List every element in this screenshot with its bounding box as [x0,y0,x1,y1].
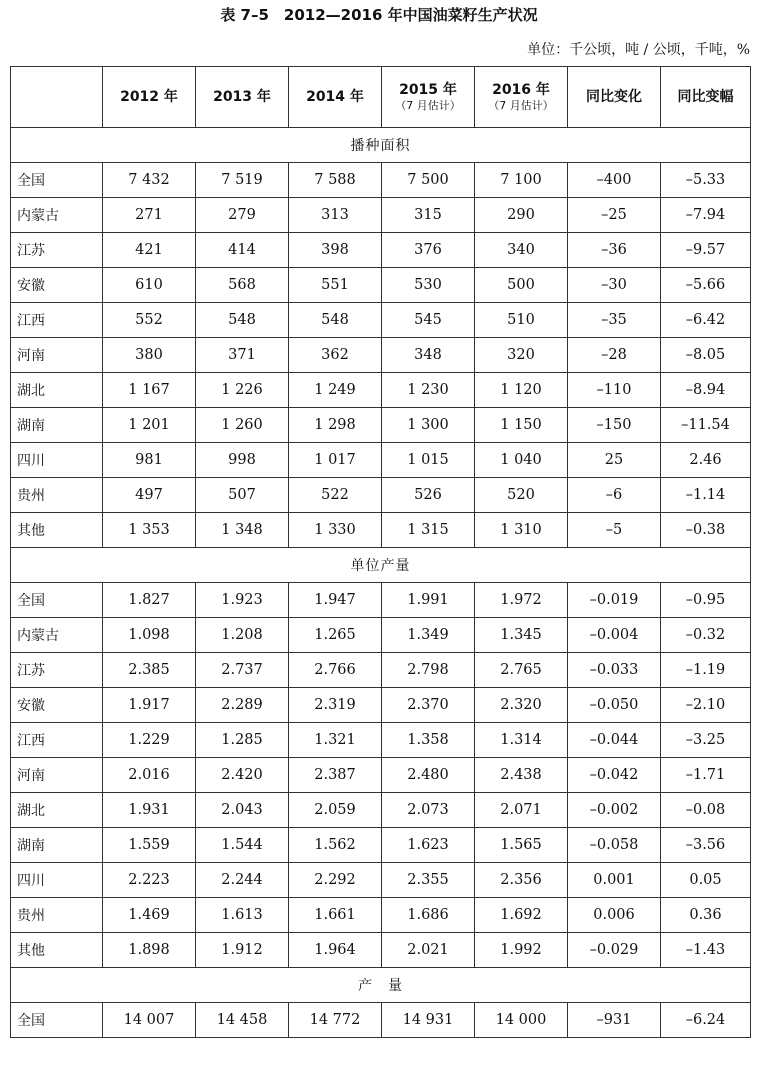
table-row [11,933,751,968]
value-cell: 0.05 [661,863,751,898]
value-cell: 1.991 [382,583,475,618]
table-row [11,828,751,863]
region-cell: 其他 [11,513,103,548]
value-cell: –1.43 [661,933,751,968]
section-row [11,968,751,1003]
value-cell: 1.321 [289,723,382,758]
value-cell: 7 100 [475,163,568,198]
value-cell: 2.420 [196,758,289,793]
value-cell: –0.044 [568,723,661,758]
value-cell: –3.56 [661,828,751,863]
region-cell: 湖南 [11,828,103,863]
value-cell: –0.004 [568,618,661,653]
value-cell: 2.370 [382,688,475,723]
value-cell: 2.798 [382,653,475,688]
section-row [11,548,751,583]
value-cell: –0.38 [661,513,751,548]
value-cell: 1.972 [475,583,568,618]
value-cell: 552 [103,303,196,338]
region-cell: 江西 [11,303,103,338]
table-row [11,373,751,408]
value-cell: 610 [103,268,196,303]
region-cell: 湖北 [11,793,103,828]
value-cell: 421 [103,233,196,268]
value-cell: –0.019 [568,583,661,618]
value-cell: 551 [289,268,382,303]
table-row [11,443,751,478]
section-title: 播种面积 [11,128,751,163]
value-cell: 2.46 [661,443,751,478]
value-cell: –931 [568,1003,661,1038]
value-cell: 7 588 [289,163,382,198]
table-title: 表 7–5 2012—2016 年中国油菜籽生产状况 [220,6,538,24]
value-cell: 526 [382,478,475,513]
value-cell: 568 [196,268,289,303]
value-cell: –25 [568,198,661,233]
value-cell: 548 [289,303,382,338]
value-cell: 1 353 [103,513,196,548]
table-row [11,618,751,653]
value-cell: 2.043 [196,793,289,828]
value-cell: –110 [568,373,661,408]
value-cell: –0.058 [568,828,661,863]
value-cell: 1 015 [382,443,475,478]
table-row [11,408,751,443]
table-row [11,863,751,898]
value-cell: 1.827 [103,583,196,618]
value-cell: 14 000 [475,1003,568,1038]
region-cell: 湖北 [11,373,103,408]
value-cell: –6.24 [661,1003,751,1038]
value-cell: –150 [568,408,661,443]
value-cell: –36 [568,233,661,268]
value-cell: 1.229 [103,723,196,758]
value-cell: 1.469 [103,898,196,933]
value-cell: –9.57 [661,233,751,268]
value-cell: –0.033 [568,653,661,688]
region-cell: 其他 [11,933,103,968]
value-cell: 1.917 [103,688,196,723]
value-cell: 1.345 [475,618,568,653]
region-cell: 全国 [11,583,103,618]
table-body [11,128,751,1038]
value-cell: 25 [568,443,661,478]
region-cell: 江西 [11,723,103,758]
region-cell: 四川 [11,863,103,898]
value-cell: 1 201 [103,408,196,443]
value-cell: 2.059 [289,793,382,828]
region-cell: 内蒙古 [11,198,103,233]
value-cell: –400 [568,163,661,198]
value-cell: 2.289 [196,688,289,723]
value-cell: 14 931 [382,1003,475,1038]
value-cell: 1.285 [196,723,289,758]
value-cell: 1.898 [103,933,196,968]
value-cell: 1.992 [475,933,568,968]
value-cell: 981 [103,443,196,478]
value-cell: 1.208 [196,618,289,653]
section-title: 单位产量 [11,548,751,583]
value-cell: 0.36 [661,898,751,933]
unit-note: 单位：千公顷，吨 / 公顷，千吨，% [527,42,750,58]
value-cell: 510 [475,303,568,338]
value-cell: 1.912 [196,933,289,968]
header-row [11,67,751,128]
value-cell: 1.947 [289,583,382,618]
value-cell: 376 [382,233,475,268]
value-cell: 1 330 [289,513,382,548]
table-row [11,688,751,723]
value-cell: 14 772 [289,1003,382,1038]
value-cell: 2.480 [382,758,475,793]
value-cell: 1 260 [196,408,289,443]
value-cell: 315 [382,198,475,233]
value-cell: –2.10 [661,688,751,723]
value-cell: 1 230 [382,373,475,408]
value-cell: 1.692 [475,898,568,933]
table-row [11,198,751,233]
value-cell: 1.661 [289,898,382,933]
section-row [11,128,751,163]
header-yoy-rate: 同比变幅 [661,67,751,128]
value-cell: 520 [475,478,568,513]
value-cell: –0.029 [568,933,661,968]
value-cell: –0.95 [661,583,751,618]
region-cell: 内蒙古 [11,618,103,653]
region-cell: 湖南 [11,408,103,443]
value-cell: 362 [289,338,382,373]
value-cell: 1 226 [196,373,289,408]
value-cell: 2.021 [382,933,475,968]
header-2014: 2014 年 [289,67,382,128]
value-cell: 2.292 [289,863,382,898]
value-cell: 2.319 [289,688,382,723]
value-cell: 1.562 [289,828,382,863]
value-cell: 313 [289,198,382,233]
region-cell: 贵州 [11,898,103,933]
value-cell: 320 [475,338,568,373]
value-cell: –3.25 [661,723,751,758]
value-cell: 545 [382,303,475,338]
value-cell: 2.016 [103,758,196,793]
value-cell: 371 [196,338,289,373]
region-cell: 河南 [11,758,103,793]
value-cell: 500 [475,268,568,303]
value-cell: 414 [196,233,289,268]
value-cell: 1.314 [475,723,568,758]
value-cell: –0.32 [661,618,751,653]
value-cell: 2.073 [382,793,475,828]
value-cell: 1.623 [382,828,475,863]
value-cell: 548 [196,303,289,338]
value-cell: 1 298 [289,408,382,443]
value-cell: 0.001 [568,863,661,898]
value-cell: 1.931 [103,793,196,828]
value-cell: 2.320 [475,688,568,723]
value-cell: 1.098 [103,618,196,653]
table-row [11,338,751,373]
value-cell: 1 167 [103,373,196,408]
header-region [11,67,103,128]
region-cell: 江苏 [11,233,103,268]
value-cell: 14 458 [196,1003,289,1038]
value-cell: 380 [103,338,196,373]
table-row [11,758,751,793]
value-cell: –11.54 [661,408,751,443]
value-cell: 1.923 [196,583,289,618]
value-cell: 1.358 [382,723,475,758]
value-cell: 1 017 [289,443,382,478]
value-cell: 2.438 [475,758,568,793]
value-cell: –6.42 [661,303,751,338]
value-cell: –8.94 [661,373,751,408]
table-row [11,163,751,198]
value-cell: 1 150 [475,408,568,443]
table-row [11,268,751,303]
table-row [11,583,751,618]
table-row [11,898,751,933]
value-cell: –28 [568,338,661,373]
value-cell: 2.244 [196,863,289,898]
value-cell: 340 [475,233,568,268]
value-cell: –1.71 [661,758,751,793]
value-cell: –0.050 [568,688,661,723]
table-row [11,478,751,513]
value-cell: 14 007 [103,1003,196,1038]
table-row [11,793,751,828]
value-cell: 348 [382,338,475,373]
section-title: 产 量 [11,968,751,1003]
header-2015: 2015 年 （7 月估计） [382,67,475,128]
value-cell: –0.002 [568,793,661,828]
value-cell: 1 040 [475,443,568,478]
region-cell: 全国 [11,1003,103,1038]
value-cell: 1 310 [475,513,568,548]
value-cell: 1.686 [382,898,475,933]
header-2016: 2016 年 （7 月估计） [475,67,568,128]
region-cell: 江苏 [11,653,103,688]
value-cell: –5.66 [661,268,751,303]
value-cell: 1 348 [196,513,289,548]
value-cell: 7 432 [103,163,196,198]
region-cell: 全国 [11,163,103,198]
value-cell: 0.006 [568,898,661,933]
value-cell: –5 [568,513,661,548]
table-row [11,233,751,268]
value-cell: –35 [568,303,661,338]
value-cell: 2.385 [103,653,196,688]
table-row [11,723,751,758]
value-cell: 1.559 [103,828,196,863]
value-cell: 2.766 [289,653,382,688]
value-cell: –1.19 [661,653,751,688]
value-cell: 1 120 [475,373,568,408]
region-cell: 安徽 [11,268,103,303]
header-yoy-change: 同比变化 [568,67,661,128]
value-cell: –5.33 [661,163,751,198]
value-cell: –7.94 [661,198,751,233]
table-row [11,1003,751,1038]
header-2012: 2012 年 [103,67,196,128]
value-cell: 2.356 [475,863,568,898]
value-cell: 271 [103,198,196,233]
region-cell: 安徽 [11,688,103,723]
value-cell: 1 249 [289,373,382,408]
value-cell: 998 [196,443,289,478]
value-cell: 290 [475,198,568,233]
table-row [11,653,751,688]
value-cell: 2.765 [475,653,568,688]
value-cell: –30 [568,268,661,303]
value-cell: –0.08 [661,793,751,828]
value-cell: 1.265 [289,618,382,653]
value-cell: 279 [196,198,289,233]
value-cell: 2.223 [103,863,196,898]
value-cell: 497 [103,478,196,513]
value-cell: 2.387 [289,758,382,793]
value-cell: 1.349 [382,618,475,653]
value-cell: 398 [289,233,382,268]
value-cell: 1 300 [382,408,475,443]
value-cell: 507 [196,478,289,513]
value-cell: 7 519 [196,163,289,198]
value-cell: 1.964 [289,933,382,968]
value-cell: 530 [382,268,475,303]
value-cell: 1.544 [196,828,289,863]
value-cell: 7 500 [382,163,475,198]
region-cell: 河南 [11,338,103,373]
value-cell: 2.737 [196,653,289,688]
value-cell: 2.071 [475,793,568,828]
table-row [11,303,751,338]
table-row [11,513,751,548]
value-cell: –0.042 [568,758,661,793]
value-cell: 1.565 [475,828,568,863]
region-cell: 贵州 [11,478,103,513]
value-cell: 2.355 [382,863,475,898]
value-cell: –6 [568,478,661,513]
value-cell: –1.14 [661,478,751,513]
value-cell: 1 315 [382,513,475,548]
region-cell: 四川 [11,443,103,478]
value-cell: –8.05 [661,338,751,373]
production-table [10,66,751,1038]
header-2013: 2013 年 [196,67,289,128]
value-cell: 1.613 [196,898,289,933]
value-cell: 522 [289,478,382,513]
